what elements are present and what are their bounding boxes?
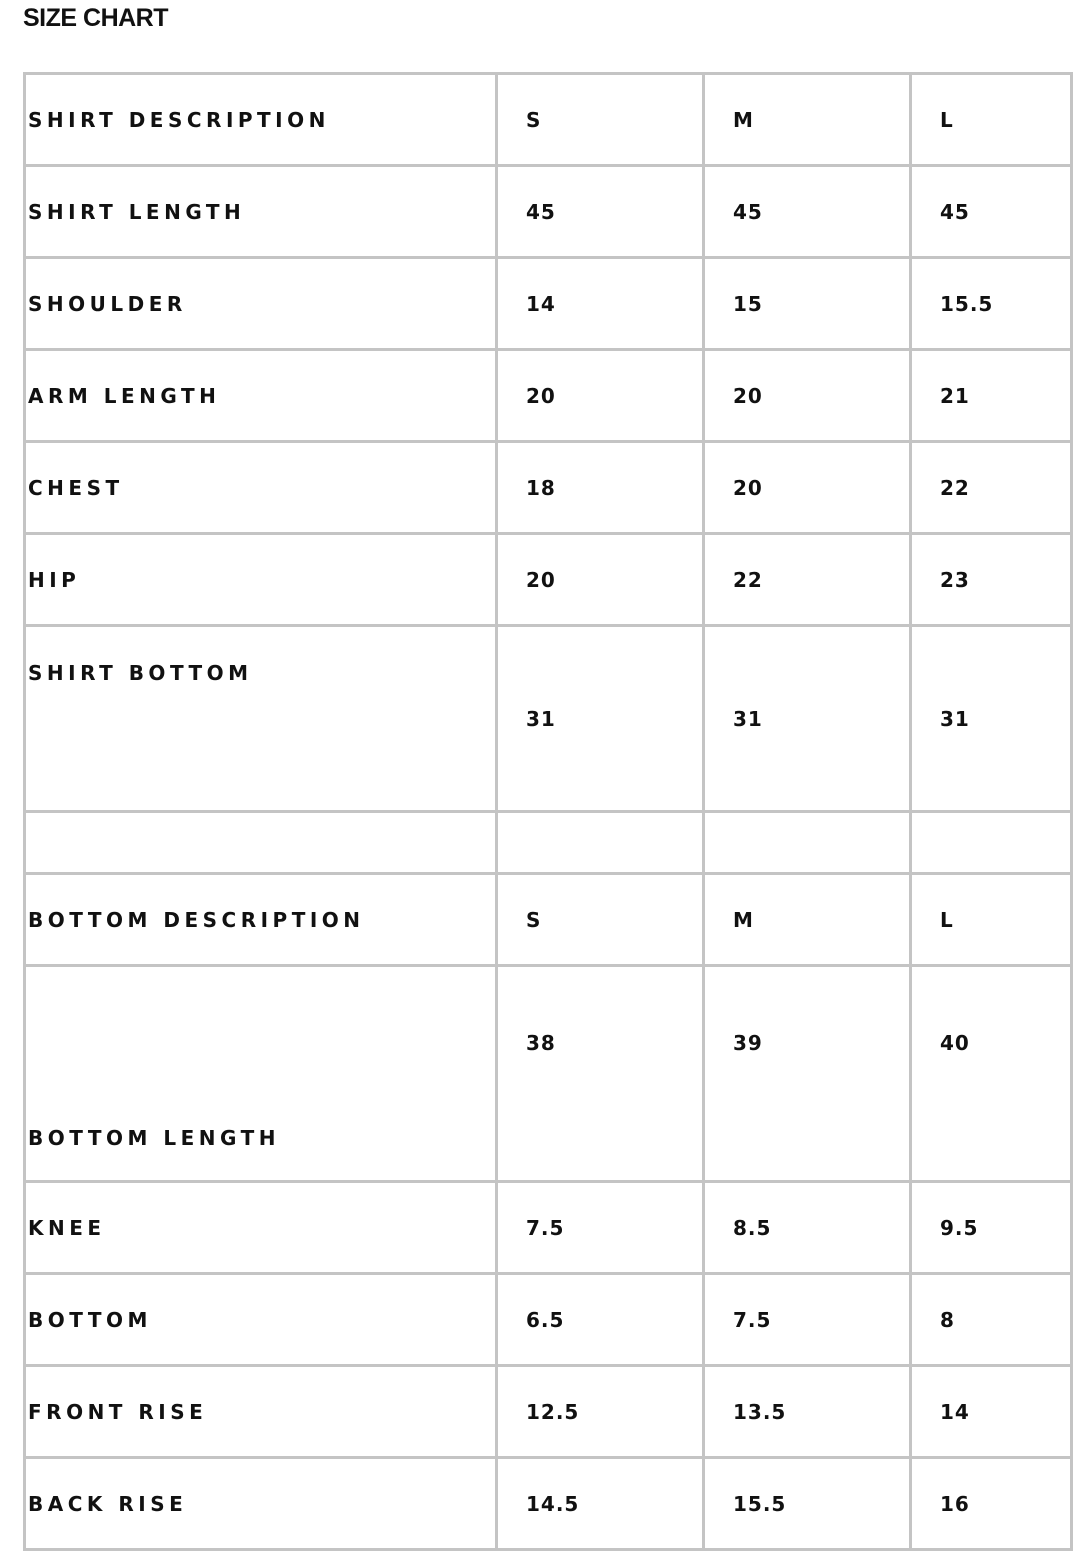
cell-s: 20: [497, 534, 704, 626]
cell-m: 22: [704, 534, 911, 626]
table-row: [25, 1182, 1072, 1274]
row-label: ARM LENGTH: [25, 350, 497, 442]
cell-l: 45: [911, 166, 1072, 258]
shirt-description-header: SHIRT DESCRIPTION: [25, 74, 497, 166]
size-l-header: L: [911, 874, 1072, 966]
size-m-header: M: [704, 874, 911, 966]
empty-cell: [704, 812, 911, 874]
row-label: BOTTOM: [25, 1274, 497, 1366]
page-title: SIZE CHART: [23, 4, 168, 32]
bottom-header-row: [25, 874, 1072, 966]
cell-s: 18: [497, 442, 704, 534]
cell-s: 45: [497, 166, 704, 258]
cell-m: 8.5: [704, 1182, 911, 1274]
cell-s: 14.5: [497, 1458, 704, 1550]
row-label: FRONT RISE: [25, 1366, 497, 1458]
size-l-header: L: [911, 74, 1072, 166]
table-row: [25, 626, 1072, 812]
empty-cell: [25, 812, 497, 874]
cell-s: 12.5: [497, 1366, 704, 1458]
table-row: [25, 350, 1072, 442]
row-label: HIP: [25, 534, 497, 626]
cell-l: 8: [911, 1274, 1072, 1366]
table-row: [25, 534, 1072, 626]
cell-m: 39: [704, 966, 911, 1182]
table-row: [25, 1274, 1072, 1366]
table-row: [25, 1458, 1072, 1550]
row-label: SHOULDER: [25, 258, 497, 350]
cell-s: 31: [497, 626, 704, 812]
cell-s: 20: [497, 350, 704, 442]
cell-l: 15.5: [911, 258, 1072, 350]
cell-m: 20: [704, 442, 911, 534]
cell-m: 13.5: [704, 1366, 911, 1458]
table-row: [25, 1366, 1072, 1458]
empty-cell: [911, 812, 1072, 874]
cell-m: 15.5: [704, 1458, 911, 1550]
size-s-header: S: [497, 874, 704, 966]
table-row: [25, 258, 1072, 350]
empty-cell: [497, 812, 704, 874]
size-m-header: M: [704, 74, 911, 166]
cell-l: 31: [911, 626, 1072, 812]
cell-m: 45: [704, 166, 911, 258]
cell-s: 7.5: [497, 1182, 704, 1274]
cell-s: 38: [497, 966, 704, 1182]
cell-m: 7.5: [704, 1274, 911, 1366]
table-row: [25, 166, 1072, 258]
row-label: SHIRT LENGTH: [25, 166, 497, 258]
cell-l: 9.5: [911, 1182, 1072, 1274]
size-chart-table: [23, 72, 1073, 1551]
row-label: KNEE: [25, 1182, 497, 1274]
cell-l: 14: [911, 1366, 1072, 1458]
cell-l: 40: [911, 966, 1072, 1182]
row-label: SHIRT BOTTOM: [25, 626, 497, 812]
spacer-row: [25, 812, 1072, 874]
table-row: [25, 966, 1072, 1182]
cell-s: 6.5: [497, 1274, 704, 1366]
row-label: BOTTOM LENGTH: [25, 966, 497, 1182]
cell-m: 20: [704, 350, 911, 442]
size-s-header: S: [497, 74, 704, 166]
cell-l: 16: [911, 1458, 1072, 1550]
shirt-header-row: [25, 74, 1072, 166]
cell-m: 15: [704, 258, 911, 350]
cell-m: 31: [704, 626, 911, 812]
row-label: CHEST: [25, 442, 497, 534]
cell-s: 14: [497, 258, 704, 350]
cell-l: 22: [911, 442, 1072, 534]
cell-l: 23: [911, 534, 1072, 626]
row-label: BACK RISE: [25, 1458, 497, 1550]
cell-l: 21: [911, 350, 1072, 442]
table-row: [25, 442, 1072, 534]
bottom-description-header: BOTTOM DESCRIPTION: [25, 874, 497, 966]
